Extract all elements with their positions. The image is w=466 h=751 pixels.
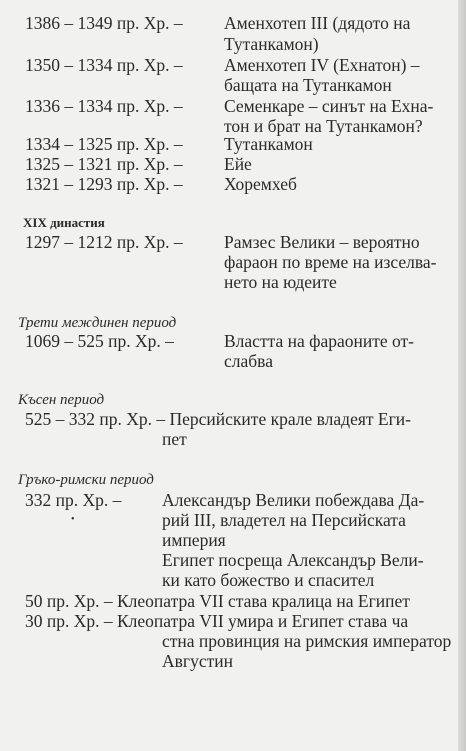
desc-third-intermediate-2: слабва [224,351,273,371]
desc-smenkhkare-2: тон и брат на Тутанкамон? [224,116,423,136]
heading-third-intermediate: Трети междинен период [18,315,177,331]
line-cleopatra-death: 30 пр. Хр. – Клеопатра VII умира и Египет става ча [25,611,409,631]
desc-ramesses-3: нето на юдеите [224,272,337,292]
date-akhenaten: 1350 – 1334 пр. Хр. – [25,55,183,75]
date-smenkhkare: 1336 – 1334 пр. Хр. – [25,96,183,116]
desc-tutankhamun: Тутанкамон [224,134,313,154]
desc-ramesses-2: фараон по време на изселва- [224,252,437,272]
date-horemheb: 1321 – 1293 пр. Хр. – [25,174,183,194]
date-ay: 1325 – 1321 пр. Хр. – [25,154,183,174]
late-period-line-2: пет [162,429,187,449]
line-cleopatra-cont-1: стна провинция на римския император [162,631,452,651]
desc-akhenaten-2: бащата на Тутанкамон [224,75,392,95]
date-tutankhamun: 1334 – 1325 пр. Хр. – [25,134,183,154]
desc-alexander-5: ки като божество и спасител [162,570,375,590]
desc-ramesses-1: Рамзес Велики – вероятно [224,232,420,252]
heading-greco-roman: Гръко-римски период [18,472,154,488]
desc-third-intermediate-1: Властта на фараоните от- [224,331,414,351]
desc-alexander-3: империя [162,530,226,550]
desc-amenhotep-iii-2: Тутанкамон) [224,34,319,54]
desc-amenhotep-iii-1: Аменхотеп III (дядото на [224,13,411,33]
date-amenhotep-iii: 1386 – 1349 пр. Хр. – [25,13,183,33]
date-alexander: 332 пр. Хр. – [25,490,122,510]
line-cleopatra-cont-2: Августин [162,651,233,671]
desc-alexander-2: рий III, владетел на Персийската [162,510,406,530]
date-ramesses: 1297 – 1212 пр. Хр. – [25,232,183,252]
line-cleopatra-queen: 50 пр. Хр. – Клеопатра VII става кралица на Египет [25,591,410,611]
heading-dynasty-19: XIX династия [23,215,105,230]
desc-akhenaten-1: Аменхотеп IV (Ехнатон) – [224,55,420,75]
page-edge [458,0,466,751]
late-period-line-1: 525 – 332 пр. Хр. – Персийските крале владеят Еги- [25,409,411,429]
desc-ay: Ейе [224,154,252,174]
desc-alexander-1: Александър Велики побеждава Да- [162,490,425,510]
desc-horemheb: Хоремхеб [224,174,297,194]
date-third-intermediate: 1069 – 525 пр. Хр. – [25,331,174,351]
stray-dot: • [71,514,75,525]
heading-late-period: Късен период [18,392,105,408]
desc-alexander-4: Египет посреща Александър Вели- [162,550,424,570]
desc-smenkhkare-1: Семенкаре – синът на Ехна- [224,96,434,116]
